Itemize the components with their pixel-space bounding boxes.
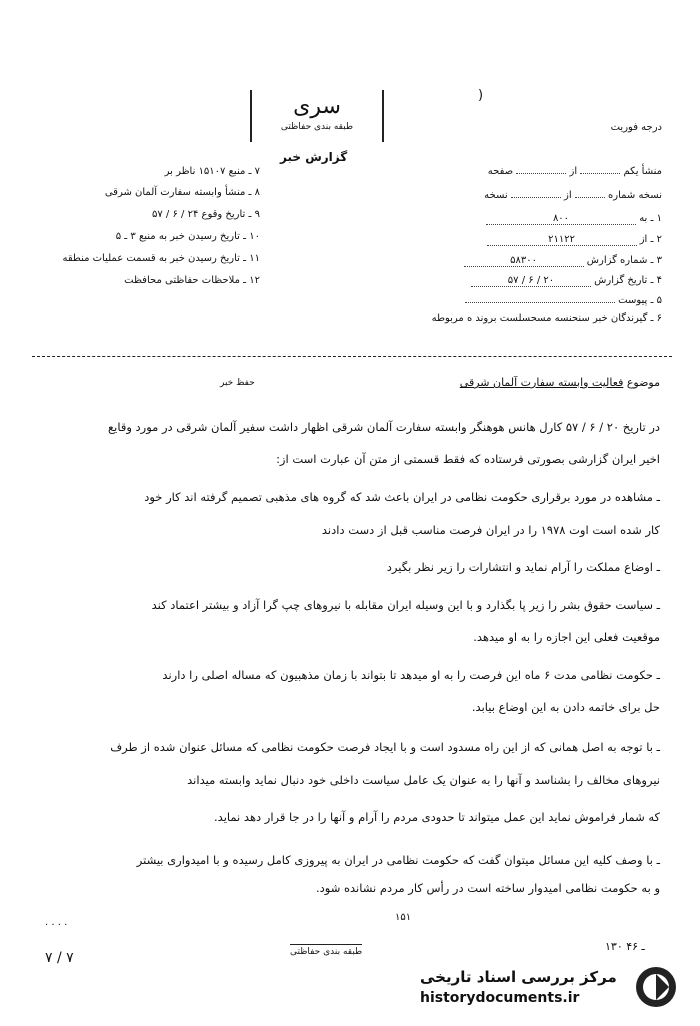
- left-field-10: [116, 231, 260, 242]
- body-line: ـ با وصف کلیه این مسائل میتوان گفت که حکومت نظامی در ایران به پیروزی کامل رسیده و با امیدواری بیشتر: [136, 853, 660, 867]
- classification-label: درجه فوریت: [610, 122, 662, 133]
- field-label: ۹ ـ تاریخ وقوع: [201, 209, 260, 220]
- field-value: [465, 302, 615, 303]
- row1-from: از: [569, 166, 578, 177]
- field-label: ۱۲ ـ ملاحظات حفاظتی: [165, 275, 260, 286]
- field-value: وابسته سفارت آلمان شرقی: [104, 187, 222, 198]
- right-field-6: [432, 313, 662, 324]
- classification-stamp: [250, 90, 384, 142]
- body-line: کار شده است اوت ۱۹۷۸ را در ایران فرصت مناسب قبل از دست دادند: [321, 523, 660, 537]
- field-value: ۲۱۱۲۲: [487, 234, 637, 246]
- field-value: ۱۵۱۰۷ ناظر بر: [164, 166, 226, 177]
- right-field-4: [471, 275, 662, 287]
- stamp-subtitle: طبقه بندی حفاظتی: [280, 122, 354, 132]
- subject-note: حفظ خبر: [220, 378, 255, 388]
- field-value: ۲۰ / ۶ / ۵۷: [471, 275, 591, 287]
- body-line: که شمار فراموش نماید این عمل میتواند تا حدودی مردم را آرام و آنها را در جا قرار دهد نماید.: [214, 810, 660, 824]
- field-label: ۷ ـ منبع: [228, 166, 260, 177]
- body-line: ـ حکومت نظامی مدت ۶ ماه این فرصت را به او میدهد تا بتواند با زمان مذهبیون که مساله اصلی را دارند: [162, 668, 660, 682]
- field-value: ۲۴ / ۶ / ۵۷: [151, 209, 199, 220]
- body-line: ـ سیاست حقوق بشر را زیر پا بگذارد و با این وسیله ایران مقابله با نیروهای چپ گرا آزاد و بیشتر اعتماد کند: [151, 598, 660, 612]
- field-label: ۱۰ ـ تاریخ رسیدن خبر به منبع: [138, 231, 260, 242]
- field-value: ۳ ـ ۵: [115, 231, 136, 242]
- footer-stamp: طبقه بندی حفاظتی: [290, 944, 362, 957]
- field-label: ۱ ـ به: [639, 213, 662, 224]
- footer-center-mark: ۱۵۱: [395, 912, 412, 923]
- row1-label: منشأ یکم: [623, 166, 662, 177]
- body-line: و به حکومت نظامی امیدوار ساخته است در رأس کار مردم نشانده شود.: [315, 881, 660, 895]
- body-line: ـ مشاهده در مورد برقراری حکومت نظامی در ایران باعث شد که گروه های مذهبی تصمیم گرفته اند کار خود: [144, 490, 660, 504]
- right-field-2: [487, 234, 662, 246]
- watermark-org-name: مرکز بررسی اسناد تاریخی: [420, 968, 617, 986]
- left-field-11: [62, 253, 260, 264]
- field-label: ۸ ـ منشأ: [224, 187, 260, 198]
- right-header-row-1: [432, 166, 662, 177]
- corner-mark: ): [478, 88, 484, 103]
- left-field-9: [152, 209, 260, 220]
- body-line: ـ با توجه به اصل همانی که از این راه مسدود است و با ایجاد فرصت حکومت نظامی که مسائل عنوان شده از طرف: [110, 740, 660, 754]
- field-label: ۴ ـ تاریخ گزارش: [594, 275, 662, 286]
- row2-label: نسخه شماره: [608, 190, 662, 201]
- body-line: در تاریخ ۲۰ / ۶ / ۵۷ کارل هانس هوهنگر وابسته سفارت آلمان شرقی اظهار داشت سفیر آلمان شرقی در مورد وقایع: [108, 420, 660, 434]
- header-separator: [32, 356, 672, 357]
- row2-from: از: [564, 190, 572, 201]
- watermark-url: historydocuments.ir: [420, 990, 580, 1006]
- right-field-5: [465, 295, 662, 306]
- row2-page: نسخه: [484, 190, 508, 201]
- left-field-12: [124, 275, 260, 286]
- body-line: موقعیت فعلی این اجازه را به او میدهد.: [473, 630, 660, 644]
- footer-margin-note: ۷ / ۷: [45, 950, 74, 966]
- right-field-3: [464, 255, 662, 267]
- archive-logo-icon: [632, 965, 680, 1009]
- right-field-1: [486, 213, 662, 225]
- body-line: نیروهای مخالف را بشناسد و آنها را به عنوان یک عامل سیاست داخلی خود دنبال نماید وابسته میداند: [187, 773, 660, 787]
- field-label: ۲ ـ از: [639, 234, 662, 245]
- right-header-row-2: [432, 190, 662, 201]
- field-value: سنحنسه مسحسلست بروند ه مربوطه: [431, 313, 590, 324]
- body-line: حل برای خاتمه دادن به این اوضاع بیابد.: [471, 700, 660, 714]
- stamp-title: سری: [293, 94, 341, 119]
- field-label: ۳ ـ شماره گزارش: [586, 255, 662, 266]
- subject-text: فعالیت وابسته سفارت آلمان شرقی: [459, 376, 624, 389]
- field-label: ۶ ـ گیرندگان خبر: [592, 313, 662, 324]
- left-field-7: [165, 166, 260, 177]
- body-line: اخیر ایران گزارشی بصورتی فرستاده که فقط قسمتی از متن آن عبارت است از:: [276, 452, 660, 466]
- field-value: ۵۸۳۰۰: [464, 255, 584, 267]
- row1-page: صفحه: [487, 166, 514, 177]
- body-line: ـ اوضاع مملکت را آرام نماید و انتشارات را زیر نظر بگیرد: [386, 560, 660, 574]
- document-title: گزارش خبر: [280, 150, 348, 164]
- left-field-8: [105, 187, 260, 198]
- field-label: ۵ ـ پیوست: [618, 295, 662, 306]
- field-label: ۱۱ ـ تاریخ رسیدن خبر به قسمت عملیات منطقه: [62, 253, 260, 264]
- subject-line: [460, 376, 660, 389]
- field-value: محافظت: [124, 275, 162, 286]
- field-value: ۸۰۰: [486, 213, 636, 225]
- footer-code: ۱۳۰ ـ ۴۶: [605, 940, 645, 953]
- footer-dots: · · · ·: [45, 920, 68, 931]
- subject-label: موضوع: [626, 376, 660, 389]
